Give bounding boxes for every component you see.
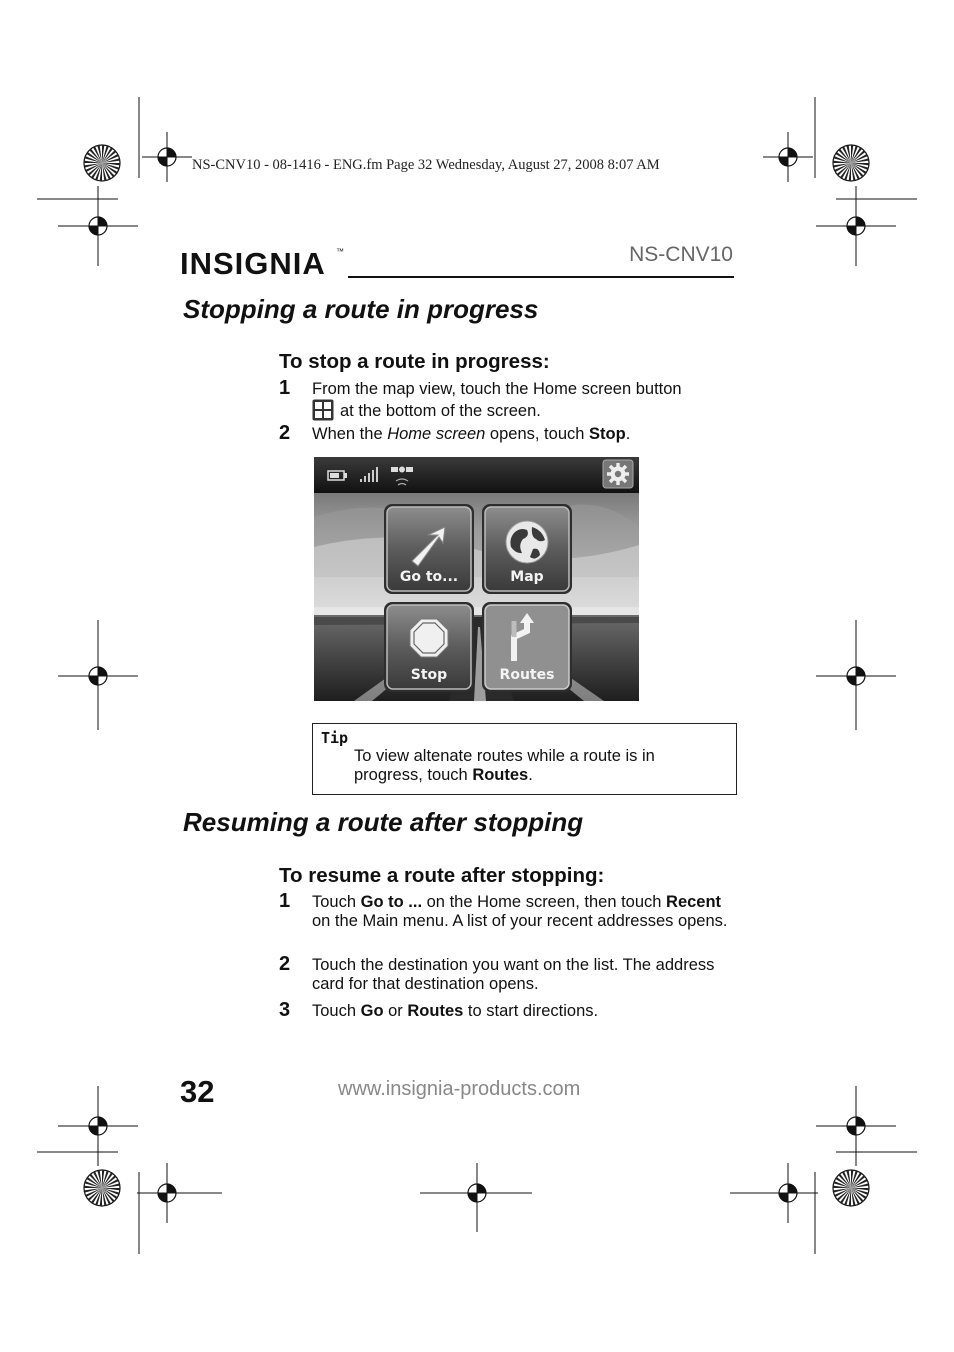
registration-starburst xyxy=(833,1170,869,1206)
step-number: 1 xyxy=(279,890,291,912)
registration-crosshair xyxy=(758,1163,818,1223)
step-text: When the Home screen opens, touch Stop. xyxy=(312,425,631,443)
section-title-resuming-route: Resuming a route after stopping xyxy=(183,807,584,837)
trademark-symbol: ™ xyxy=(336,247,344,256)
stop-octagon-icon xyxy=(410,619,448,657)
routes-button[interactable] xyxy=(482,602,572,692)
step-number: 2 xyxy=(279,953,291,975)
page-number: 32 xyxy=(180,1074,215,1109)
map-button[interactable] xyxy=(482,504,572,594)
stop-button[interactable] xyxy=(384,602,474,692)
step-number: 3 xyxy=(279,999,291,1021)
registration-crosshair xyxy=(763,132,813,182)
registration-crosshair xyxy=(58,1086,138,1166)
registration-crosshair xyxy=(142,132,192,182)
settings-gear-icon[interactable] xyxy=(603,460,633,488)
step-number: 2 xyxy=(279,422,291,444)
procedure-title-resume-route: To resume a route after stopping: xyxy=(279,864,605,887)
model-number: NS-CNV10 xyxy=(629,243,733,266)
website-url: www.insignia-products.com xyxy=(338,1078,581,1100)
logo-wordmark: INSIGNIA xyxy=(180,246,326,281)
registration-starburst xyxy=(84,145,120,181)
insignia-logo xyxy=(180,240,350,284)
print-slug-line: NS-CNV10 - 08-1416 - ENG.fm Page 32 Wednesday, August 27, 2008 8:07 AM xyxy=(192,157,660,173)
registration-crosshair xyxy=(816,186,896,266)
registration-starburst xyxy=(833,145,869,181)
registration-starburst xyxy=(84,1170,120,1206)
step-text: Touch the destination you want on the list. The address card for that destination opens. xyxy=(312,956,715,993)
step-number: 1 xyxy=(279,377,291,399)
registration-crosshair xyxy=(137,1163,197,1223)
step-text: Touch Go or Routes to start directions. xyxy=(312,1002,599,1020)
goto-button-label: Go to... xyxy=(399,569,459,585)
step-text: From the map view, touch the Home screen button at the bottom of the screen. xyxy=(312,380,682,420)
header-rule xyxy=(348,276,734,278)
map-button-label: Map xyxy=(510,569,544,585)
procedure-title-stop-route: To stop a route in progress: xyxy=(279,350,550,373)
registration-crosshair xyxy=(58,186,138,266)
goto-button[interactable] xyxy=(384,504,474,594)
globe-icon xyxy=(506,521,548,563)
tip-box xyxy=(312,723,737,795)
registration-crosshair xyxy=(816,1086,896,1166)
home-screen-button-icon xyxy=(312,399,334,421)
section-title-stopping-route: Stopping a route in progress xyxy=(183,294,539,324)
tip-heading: Tip xyxy=(321,729,349,747)
stop-button-label: Stop xyxy=(410,667,448,683)
tip-text: To view altenate routes while a route is in progress, touch Routes. xyxy=(354,747,655,784)
routes-button-label: Routes xyxy=(499,667,555,683)
device-home-screen-image xyxy=(314,457,639,701)
step-text: Touch Go to ... on the Home screen, then touch Recent on the Main menu. A list of your recent addresses opens. xyxy=(312,893,728,930)
